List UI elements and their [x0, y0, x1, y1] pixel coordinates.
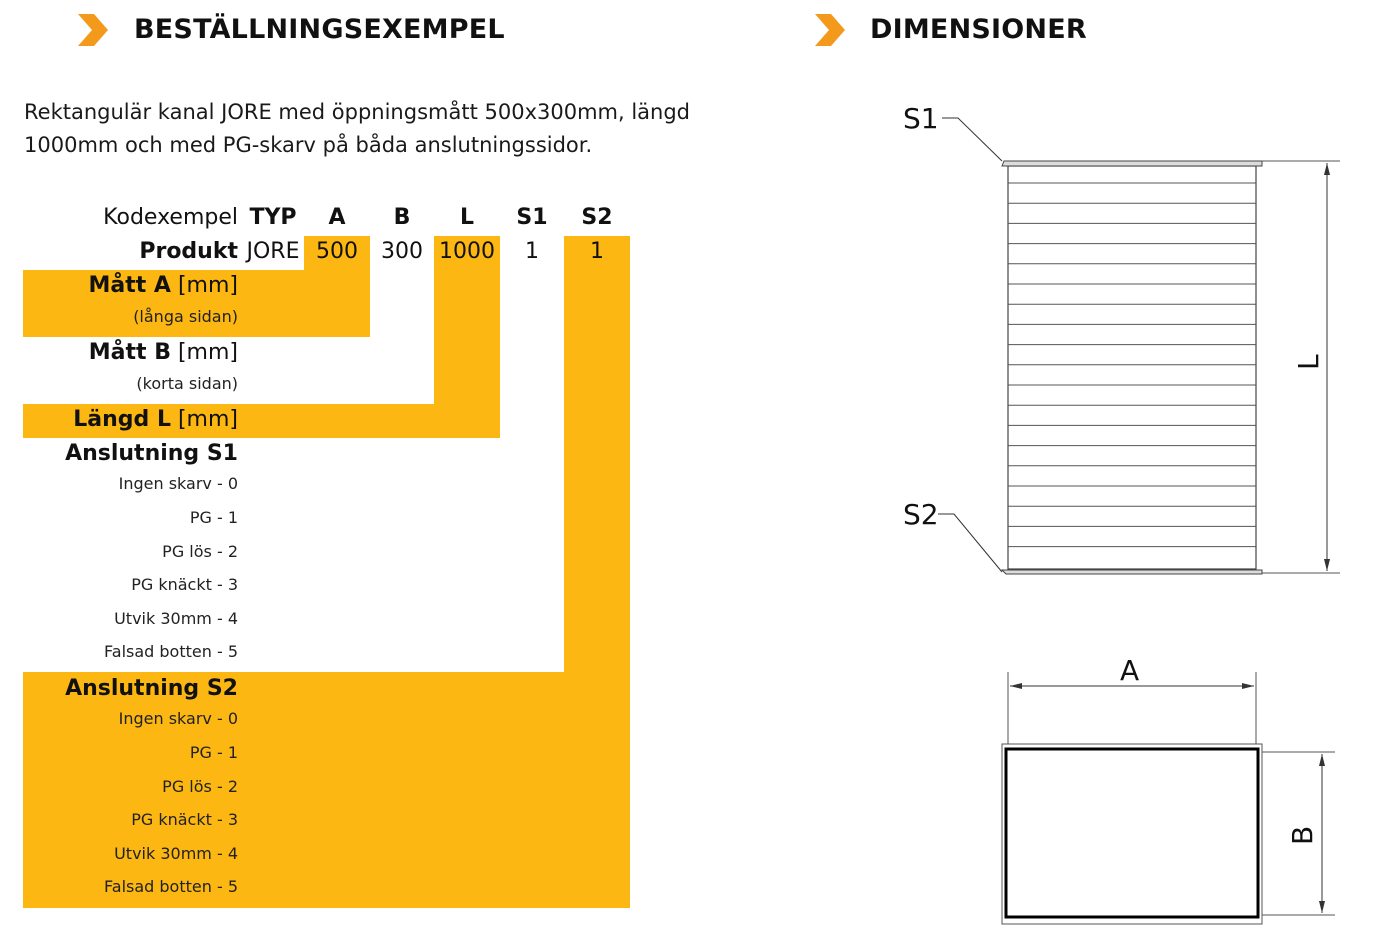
a-arrow-left [1010, 683, 1022, 689]
col-header-a: A [328, 205, 346, 230]
label-a: A [1120, 654, 1140, 687]
s2-option: Utvik 30mm - 4 [114, 844, 238, 863]
flange-top [1002, 161, 1262, 166]
section-inner [1006, 749, 1258, 917]
matt-a-unit: [mm] [177, 273, 238, 298]
s2-option: PG knäckt - 3 [131, 810, 238, 829]
section-title-dimensions: DIMENSIONER [870, 14, 1087, 45]
s2-option: PG lös - 2 [162, 777, 238, 796]
matt-a-sub: (långa sidan) [133, 307, 238, 326]
matt-b-unit: [mm] [177, 340, 238, 365]
matt-b-bold: Mått B [88, 340, 171, 365]
s2-option: Ingen skarv - 0 [118, 709, 238, 728]
b-arrow-bottom [1319, 901, 1325, 913]
col-header-b: B [393, 205, 411, 230]
description-line-1: Rektangulär kanal JORE med öppningsmått 500x300mm, längd [24, 100, 691, 124]
s2-option: Falsad botten - 5 [104, 877, 238, 896]
product-b-value: 300 [381, 239, 423, 264]
description-line-2: 1000mm och med PG-skarv på båda anslutningssidor. [24, 133, 593, 157]
s1-option: PG lös - 2 [162, 542, 238, 561]
l-arrow-bottom [1324, 559, 1330, 571]
matt-a-bold: Mått A [88, 273, 171, 298]
langd-l-unit: [mm] [177, 407, 238, 432]
product-s1-value: 1 [525, 239, 539, 264]
duct-side-body [1008, 166, 1256, 569]
product-s2-value: 1 [590, 239, 604, 264]
s1-option: Utvik 30mm - 4 [114, 609, 238, 628]
product-a-value: 500 [316, 239, 358, 264]
col-header-s2: S2 [581, 205, 613, 230]
label-b: B [1286, 825, 1319, 845]
label-s2: S2 [903, 498, 939, 531]
a-arrow-right [1242, 683, 1254, 689]
s2-leader [938, 514, 1002, 572]
label-l: L [1292, 354, 1325, 370]
flange-bottom [1002, 570, 1262, 574]
label-s1: S1 [903, 102, 939, 135]
section-title-ordering-example: BESTÄLLNINGSEXEMPEL [134, 14, 505, 45]
s1-leader [942, 118, 1002, 161]
s1-option: PG - 1 [189, 508, 238, 527]
s1-option: Falsad botten - 5 [104, 642, 238, 661]
l-arrow-top [1324, 163, 1330, 175]
langd-l-bold: Längd L [73, 407, 171, 432]
code-example-label: Kodexempel [103, 205, 238, 230]
s1-option: PG knäckt - 3 [131, 575, 238, 594]
s1-option: Ingen skarv - 0 [118, 474, 238, 493]
product-typ-value: JORE [246, 239, 300, 264]
product-label: Produkt [139, 239, 238, 264]
matt-b-sub: (korta sidan) [136, 374, 238, 393]
col-header-s1: S1 [516, 205, 548, 230]
b-arrow-top [1319, 754, 1325, 766]
anslutning-s2-title: Anslutning S2 [65, 676, 238, 701]
s2-option: PG - 1 [189, 743, 238, 762]
anslutning-s1-title: Anslutning S1 [65, 441, 238, 466]
col-header-typ: TYP [249, 205, 297, 230]
product-l-value: 1000 [439, 239, 495, 264]
col-header-l: L [459, 205, 475, 230]
